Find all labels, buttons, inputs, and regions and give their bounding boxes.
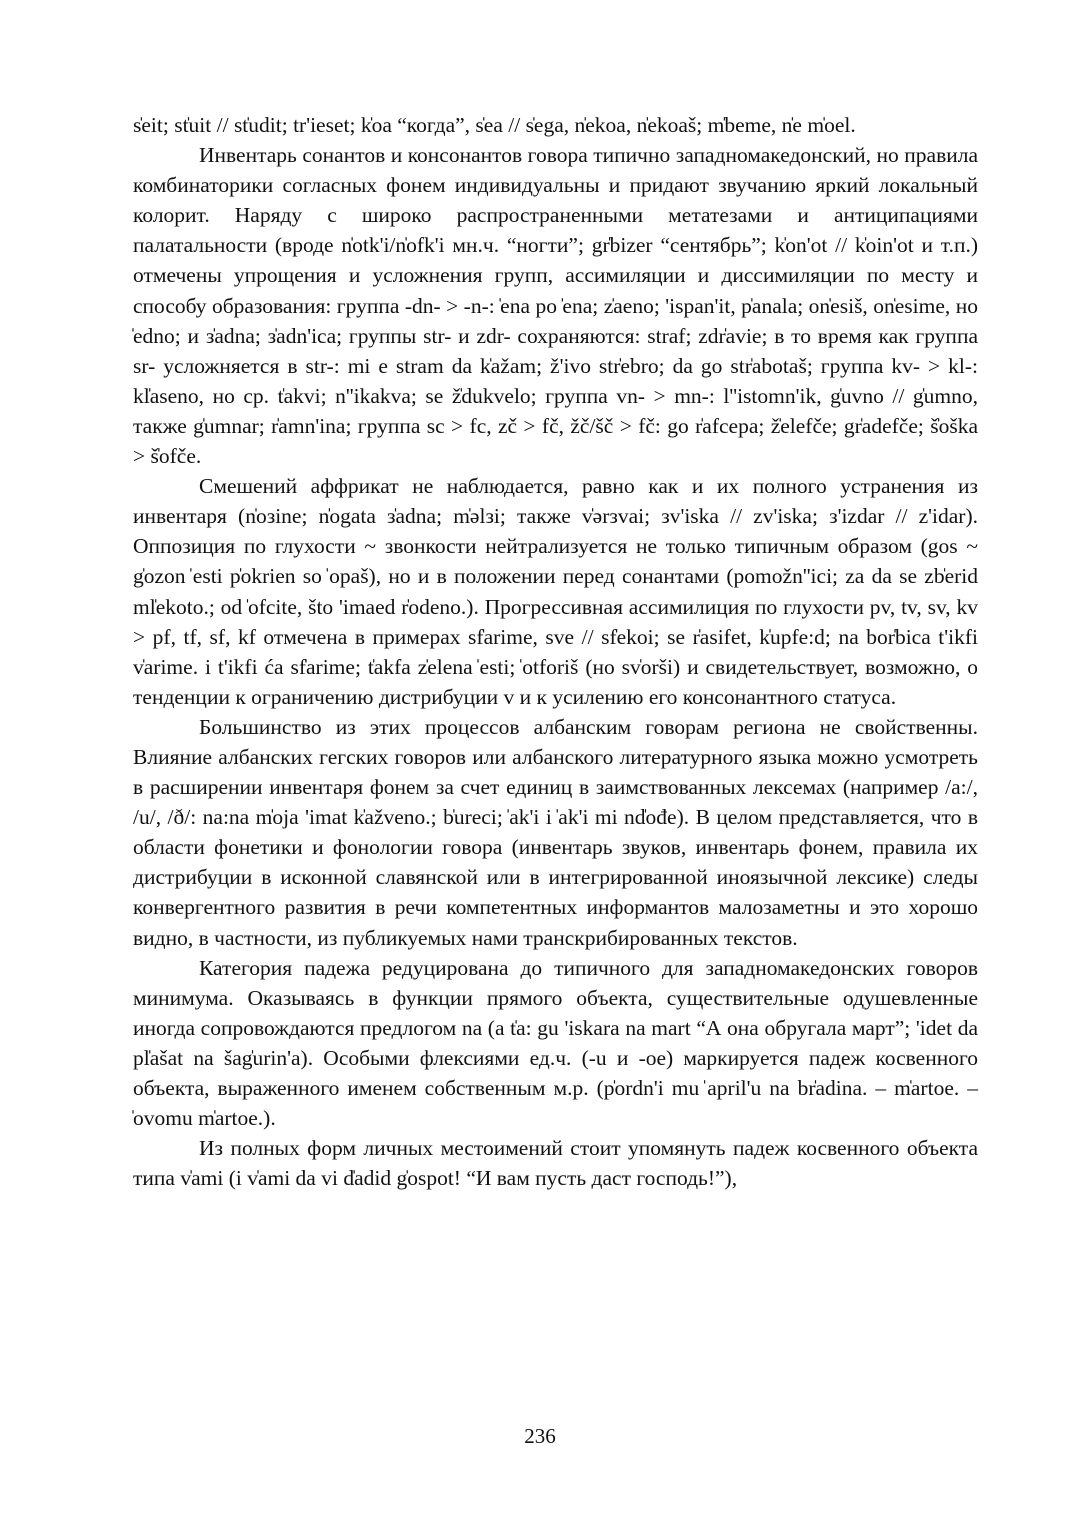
paragraph-albanian-influence: Большинство из этих процессов албанским говорам региона не свойственны. Влияние албанских гегских говоров или албанского литературного языка можно усмотреть в расширении инвентаря фонем за счет единиц в заимствованных лексемах (например /a:/, /u/, /ð/: na:na m̍oja 'imat k̍ažveno.; b̍ureci; ̍ak'i i ̍ak'i mi nd̍ođe). В целом представляется, что в области фонетики и фонологии говора (инвентарь звуков, инвентарь фонем, правила их дистрибуции в исконной славянской или в интегрированной иноязычной лексике) следы конвергентного развития в речи компетентных информантов малозаметны и это хорошо видно, в частности, из публикуемых нами транскрибированных текстов. — [133, 714, 978, 950]
paragraph-affricates: Смешений аффрикат не наблюдается, равно как и их полного устранения из инвентаря (n̍oзine; n̍ogata з̍adna; m̍ǝlзi; также v̍ǝrзvai; зv'iska // zv'iska; з'izdar // z'idar). Оппозиция по глухости ~ звонкости нейтрализуется не только типичным образом (gos ~ g̍ozon ̍esti p̍okrien so ̍opaš), но и в положении перед сонантами (pomožn''ici; za da se zb̍erid ml̍ekoto.; od ̍ofcite, što 'imaed r̍odeno.). Прогрессивная ассимилиция по глухости pv, tv, sv, kv > pf, tf, sf, kf отмечена в примерах sf̍arime, sve // sf̍ekoi; se r̍asifet, k̍upfe:d; na bor̍bica t'ikfi v̍arime. i t'ikfi ća sf̍arime; t̍akfa z̍elena ̍esti; ̍otforiš (но sv̍orši) и свидетельствует, возможно, о тенденции к ограничению дистрибуции v и к усилению его консонантного статуса. — [133, 474, 978, 709]
paragraph-consonant-inventory: Инвентарь сонантов и консонантов говора типично западномакедонский, но правила комбинаторики согласных фонем индивидуальны и придают звучанию яркий локальный колорит. Наряду с широко распространенными метатезами и антиципациями палатальности (вроде n̍otk'i/n̍ofk'i мн.ч. “ногти”; gr̍bizer “сентябрь”; k̍on'ot // k̍oin'ot и т.п.) отмечены упрощения и усложнения групп, ассимиляции и диссимиляции по месту и способу образования: группа -dn- > -n-: ̍ena po ̍ena; z̍aeno; 'ispan'it, p̍anala; on̍esiš, on̍esime, но ̍edno; и з̍adna; з̍adn'ica; группы str- и zdr- сохраняются: straf; zdr̍avie; в то время как группа sr- усложняется в str-: mi e stram da k̍ažam; ž'ivo str̍ebro; da go str̍abotaš; группа kv- > kl-: kl̍aseno, но ср. t̍akvi; n''ikakva; se ž̍dukvelo; группа vn- > mn-: l''istomn'ik, g̍uvno // g̍umno, также g̍umnar; r̍amn'ina; группа sc > fc, zč > fč, žč/šč > fč: go r̍afcepa; ž̍elefče; gr̍adefče; š̍oška > š̍ofče. — [133, 143, 978, 469]
paragraph-case-category: Категория падежа редуцирована до типичного для западномакедонских говоров минимума. Оказываясь в функции прямого объекта, существительные одушевленные иногда сопровождаются предлогом na (a t̍a: gu 'iskara na mart “А она обругала март”; 'idet da pl̍ašat na šag̍urin'a). Особыми флексиями ед.ч. (-u и -oe) маркируется падеж косвенного объекта, выраженного именем собственным м.р. (p̍ordn'i mu ̍april'u na br̍adina. – m̍artoe. – ̍ovomu m̍artoe.). — [133, 955, 978, 1131]
page-number: 236 — [524, 1424, 556, 1448]
page-body — [133, 110, 978, 1193]
paragraph-continuation: s̍eit; st̍uit // st̍udit; tr'ieset; k̍oa “когда”, s̍ea // s̍ega, n̍ekoa, n̍ekoaš; m̍beme, n̍e m̍oel. — [133, 113, 856, 137]
paragraph-pronouns: Из полных форм личных местоимений стоит упомянуть падеж косвенного объекта типа v̍ami (i v̍ami da vi d̍adid g̍ospot! “И вам пусть даст господь!”), — [133, 1136, 978, 1191]
